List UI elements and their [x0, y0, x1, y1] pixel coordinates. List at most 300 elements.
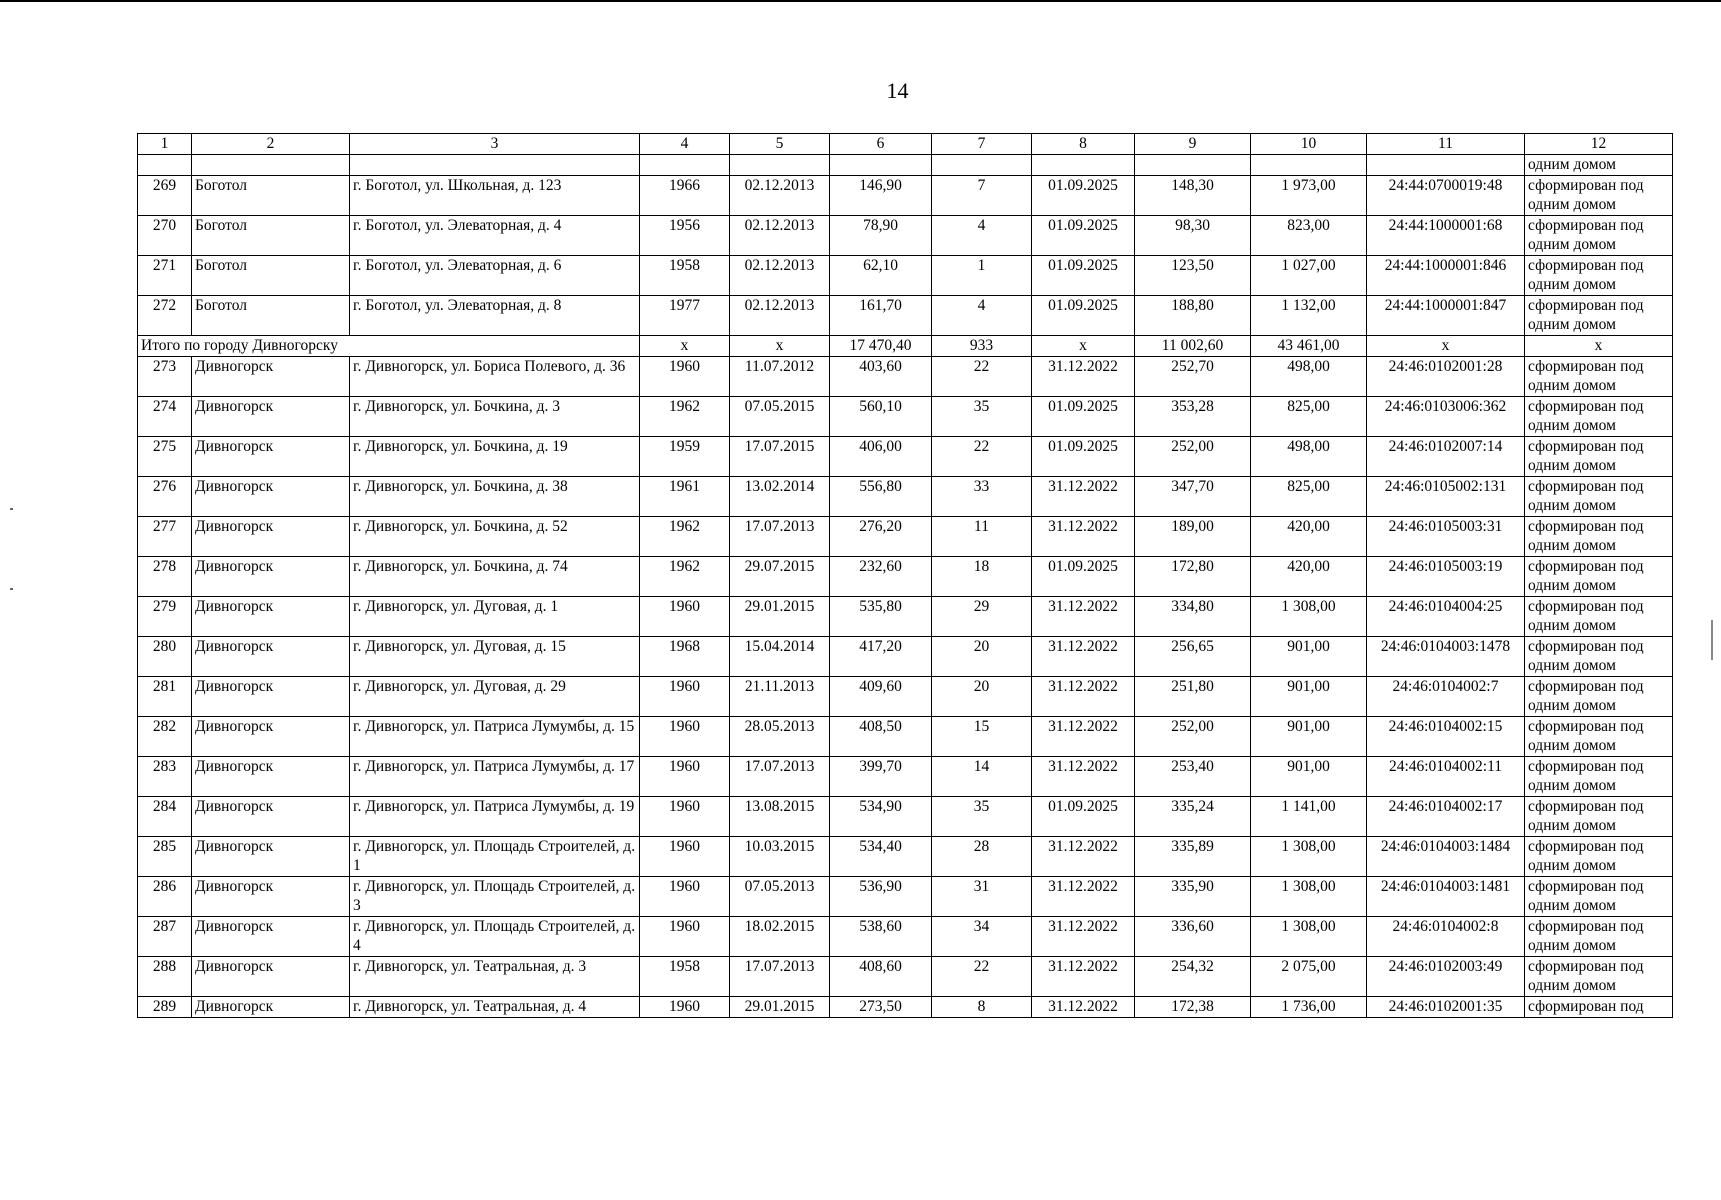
- land-status-cell: сформирован под одним домом: [1525, 477, 1673, 517]
- resettlement-deadline-cell: 01.09.2025: [1032, 256, 1135, 296]
- top-border-line: [0, 0, 1721, 2]
- address-cell: г. Дивногорск, ул. Патриса Лумумбы, д. 19: [350, 797, 640, 837]
- cadastral-number-cell: 24:46:0102001:35: [1367, 997, 1525, 1018]
- area-value-cell: 148,30: [1135, 176, 1251, 216]
- address-cell: г. Дивногорск, ул. Бочкина, д. 74: [350, 557, 640, 597]
- address-cell: г. Дивногорск, ул. Бочкина, д. 52: [350, 517, 640, 557]
- column-number-header: 8: [1032, 134, 1135, 155]
- year-built-cell: 1968: [640, 637, 730, 677]
- cadastral-number-cell: 24:46:0104003:1478: [1367, 637, 1525, 677]
- municipality-cell: Дивногорск: [192, 677, 350, 717]
- residents-count-cell: 22: [932, 437, 1032, 477]
- cadastral-number-cell: 24:46:0105003:19: [1367, 557, 1525, 597]
- land-status-cell: сформирован под одним домом: [1525, 557, 1673, 597]
- column-number-header: 11: [1367, 134, 1525, 155]
- floor-area-cell: 538,60: [830, 917, 932, 957]
- emergency-date-cell: 02.12.2013: [730, 216, 830, 256]
- land-status-cell: сформирован под одним домом: [1525, 517, 1673, 557]
- land-status-cell: сформирован под одним домом: [1525, 957, 1673, 997]
- row-number-cell: 278: [138, 557, 192, 597]
- municipality-cell: Дивногорск: [192, 557, 350, 597]
- land-status-cell: сформирован под одним домом: [1525, 837, 1673, 877]
- floor-area-cell: 62,10: [830, 256, 932, 296]
- total-area2-cell: 11 002,60: [1135, 336, 1251, 357]
- table-row: [138, 357, 1673, 397]
- residents-count-cell: 31: [932, 877, 1032, 917]
- residents-count-cell: 4: [932, 296, 1032, 336]
- area-value-cell: 252,00: [1135, 437, 1251, 477]
- scan-mark: [10, 508, 13, 510]
- emergency-date-cell: 29.01.2015: [730, 997, 830, 1018]
- resettlement-deadline-cell: 01.09.2025: [1032, 437, 1135, 477]
- residents-count-cell: 14: [932, 757, 1032, 797]
- empty-cell: [192, 155, 350, 176]
- row-number-cell: 279: [138, 597, 192, 637]
- area-value-cell: 335,89: [1135, 837, 1251, 877]
- year-built-cell: 1960: [640, 717, 730, 757]
- row-number-cell: 276: [138, 477, 192, 517]
- resettlement-deadline-cell: 31.12.2022: [1032, 757, 1135, 797]
- row-number-cell: 287: [138, 917, 192, 957]
- municipality-cell: Дивногорск: [192, 797, 350, 837]
- residents-count-cell: 18: [932, 557, 1032, 597]
- table-row: [138, 877, 1673, 917]
- address-cell: г. Дивногорск, ул. Площадь Строителей, д. 1: [350, 837, 640, 877]
- emergency-date-cell: 17.07.2013: [730, 517, 830, 557]
- row-number-cell: 286: [138, 877, 192, 917]
- land-status-cell: сформирован под одним домом: [1525, 296, 1673, 336]
- empty-cell: [1367, 155, 1525, 176]
- cadastral-number-cell: 24:44:1000001:846: [1367, 256, 1525, 296]
- cadastral-number-cell: 24:46:0102001:28: [1367, 357, 1525, 397]
- table-row: [138, 637, 1673, 677]
- floor-area-cell: 417,20: [830, 637, 932, 677]
- year-built-cell: 1962: [640, 557, 730, 597]
- land-area-cell: 498,00: [1251, 357, 1367, 397]
- year-built-cell: 1961: [640, 477, 730, 517]
- area-value-cell: 256,65: [1135, 637, 1251, 677]
- floor-area-cell: 399,70: [830, 757, 932, 797]
- floor-area-cell: 409,60: [830, 677, 932, 717]
- land-status-cell: сформирован под одним домом: [1525, 677, 1673, 717]
- column-number-header: 7: [932, 134, 1032, 155]
- emergency-date-cell: 02.12.2013: [730, 296, 830, 336]
- year-built-cell: 1959: [640, 437, 730, 477]
- land-area-cell: 1 308,00: [1251, 917, 1367, 957]
- municipality-cell: Дивногорск: [192, 397, 350, 437]
- municipality-cell: Дивногорск: [192, 957, 350, 997]
- residents-count-cell: 15: [932, 717, 1032, 757]
- empty-cell: [350, 155, 640, 176]
- row-number-cell: 277: [138, 517, 192, 557]
- address-cell: г. Боготол, ул. Элеваторная, д. 4: [350, 216, 640, 256]
- area-value-cell: 253,40: [1135, 757, 1251, 797]
- land-area-cell: 1 141,00: [1251, 797, 1367, 837]
- total-date-cell: х: [730, 336, 830, 357]
- floor-area-cell: 406,00: [830, 437, 932, 477]
- floor-area-cell: 534,90: [830, 797, 932, 837]
- land-area-cell: 825,00: [1251, 397, 1367, 437]
- total-cadastre-cell: х: [1367, 336, 1525, 357]
- address-cell: г. Дивногорск, ул. Бориса Полевого, д. 36: [350, 357, 640, 397]
- resettlement-deadline-cell: 01.09.2025: [1032, 397, 1135, 437]
- land-area-cell: 1 308,00: [1251, 597, 1367, 637]
- year-built-cell: 1960: [640, 877, 730, 917]
- empty-cell: [932, 155, 1032, 176]
- total-area-cell: 17 470,40: [830, 336, 932, 357]
- address-cell: г. Дивногорск, ул. Площадь Строителей, д. 3: [350, 877, 640, 917]
- table-row: [138, 677, 1673, 717]
- empty-cell: [730, 155, 830, 176]
- emergency-date-cell: 13.02.2014: [730, 477, 830, 517]
- address-cell: г. Дивногорск, ул. Театральная, д. 4: [350, 997, 640, 1018]
- residents-count-cell: 20: [932, 637, 1032, 677]
- resettlement-deadline-cell: 01.09.2025: [1032, 216, 1135, 256]
- table-row: [138, 797, 1673, 837]
- cadastral-number-cell: 24:44:0700019:48: [1367, 176, 1525, 216]
- emergency-date-cell: 07.05.2013: [730, 877, 830, 917]
- address-cell: г. Боготол, ул. Элеваторная, д. 8: [350, 296, 640, 336]
- municipality-cell: Дивногорск: [192, 917, 350, 957]
- table-row: [138, 296, 1673, 336]
- floor-area-cell: 534,40: [830, 837, 932, 877]
- address-cell: г. Боготол, ул. Элеваторная, д. 6: [350, 256, 640, 296]
- cadastral-number-cell: 24:46:0104004:25: [1367, 597, 1525, 637]
- emergency-date-cell: 29.01.2015: [730, 597, 830, 637]
- year-built-cell: 1960: [640, 997, 730, 1018]
- table-row: [138, 917, 1673, 957]
- resettlement-deadline-cell: 31.12.2022: [1032, 997, 1135, 1018]
- floor-area-cell: 161,70: [830, 296, 932, 336]
- cadastral-number-cell: 24:46:0104002:17: [1367, 797, 1525, 837]
- column-number-header: 6: [830, 134, 932, 155]
- year-built-cell: 1960: [640, 677, 730, 717]
- table-row: [138, 216, 1673, 256]
- area-value-cell: 254,32: [1135, 957, 1251, 997]
- table-row: [138, 597, 1673, 637]
- emergency-date-cell: 29.07.2015: [730, 557, 830, 597]
- land-status-cell: сформирован под одним домом: [1525, 757, 1673, 797]
- year-built-cell: 1962: [640, 397, 730, 437]
- land-area-cell: 825,00: [1251, 477, 1367, 517]
- cadastral-number-cell: 24:46:0104002:15: [1367, 717, 1525, 757]
- floor-area-cell: 78,90: [830, 216, 932, 256]
- municipality-cell: Дивногорск: [192, 637, 350, 677]
- cadastral-number-cell: 24:44:1000001:847: [1367, 296, 1525, 336]
- area-value-cell: 172,80: [1135, 557, 1251, 597]
- empty-cell: [640, 155, 730, 176]
- land-status-cell: сформирован под одним домом: [1525, 877, 1673, 917]
- resettlement-deadline-cell: 31.12.2022: [1032, 677, 1135, 717]
- residents-count-cell: 29: [932, 597, 1032, 637]
- scan-mark: [10, 588, 13, 590]
- land-status-cell: сформирован под одним домом: [1525, 176, 1673, 216]
- land-area-cell: 1 973,00: [1251, 176, 1367, 216]
- area-value-cell: 353,28: [1135, 397, 1251, 437]
- residents-count-cell: 20: [932, 677, 1032, 717]
- column-number-header: 1: [138, 134, 192, 155]
- total-status-cell: х: [1525, 336, 1673, 357]
- column-number-header: 2: [192, 134, 350, 155]
- row-number-cell: 289: [138, 997, 192, 1018]
- land-status-cell: сформирован под одним домом: [1525, 397, 1673, 437]
- row-number-cell: 272: [138, 296, 192, 336]
- column-number-header: 5: [730, 134, 830, 155]
- row-number-cell: 273: [138, 357, 192, 397]
- address-cell: г. Боготол, ул. Школьная, д. 123: [350, 176, 640, 216]
- address-cell: г. Дивногорск, ул. Дуговая, д. 29: [350, 677, 640, 717]
- row-number-cell: 284: [138, 797, 192, 837]
- floor-area-cell: 560,10: [830, 397, 932, 437]
- area-value-cell: 251,80: [1135, 677, 1251, 717]
- address-cell: г. Дивногорск, ул. Бочкина, д. 38: [350, 477, 640, 517]
- cadastral-number-cell: 24:46:0104003:1484: [1367, 837, 1525, 877]
- cadastral-number-cell: 24:46:0104002:7: [1367, 677, 1525, 717]
- empty-cell: [1032, 155, 1135, 176]
- total-deadline-cell: х: [1032, 336, 1135, 357]
- resettlement-deadline-cell: 31.12.2022: [1032, 837, 1135, 877]
- land-status-cell: сформирован под: [1525, 997, 1673, 1018]
- row-number-cell: 288: [138, 957, 192, 997]
- residents-count-cell: 34: [932, 917, 1032, 957]
- cadastral-number-cell: 24:46:0104003:1481: [1367, 877, 1525, 917]
- land-status-cell: сформирован под одним домом: [1525, 357, 1673, 397]
- table-row: [138, 997, 1673, 1018]
- floor-area-cell: 273,50: [830, 997, 932, 1018]
- land-area-cell: 1 132,00: [1251, 296, 1367, 336]
- municipality-cell: Боготол: [192, 296, 350, 336]
- resettlement-deadline-cell: 31.12.2022: [1032, 877, 1135, 917]
- total-row: [138, 336, 1673, 357]
- table-row: [138, 477, 1673, 517]
- cadastral-number-cell: 24:46:0102007:14: [1367, 437, 1525, 477]
- area-value-cell: 98,30: [1135, 216, 1251, 256]
- resettlement-deadline-cell: 31.12.2022: [1032, 357, 1135, 397]
- row-number-cell: 275: [138, 437, 192, 477]
- column-number-row: [138, 134, 1673, 155]
- table-row: [138, 957, 1673, 997]
- year-built-cell: 1960: [640, 597, 730, 637]
- address-cell: г. Дивногорск, ул. Бочкина, д. 3: [350, 397, 640, 437]
- resettlement-deadline-cell: 01.09.2025: [1032, 797, 1135, 837]
- emergency-date-cell: 21.11.2013: [730, 677, 830, 717]
- floor-area-cell: 232,60: [830, 557, 932, 597]
- area-value-cell: 172,38: [1135, 997, 1251, 1018]
- address-cell: г. Дивногорск, ул. Бочкина, д. 19: [350, 437, 640, 477]
- resettlement-deadline-cell: 31.12.2022: [1032, 517, 1135, 557]
- cadastral-number-cell: 24:46:0104002:8: [1367, 917, 1525, 957]
- column-number-header: 12: [1525, 134, 1673, 155]
- floor-area-cell: 276,20: [830, 517, 932, 557]
- municipality-cell: Дивногорск: [192, 757, 350, 797]
- land-status-cell: сформирован под одним домом: [1525, 637, 1673, 677]
- page-number: 14: [886, 78, 909, 103]
- residents-count-cell: 28: [932, 837, 1032, 877]
- emergency-date-cell: 10.03.2015: [730, 837, 830, 877]
- total-land-cell: 43 461,00: [1251, 336, 1367, 357]
- floor-area-cell: 408,50: [830, 717, 932, 757]
- empty-cell: [138, 155, 192, 176]
- land-area-cell: 498,00: [1251, 437, 1367, 477]
- resettlement-deadline-cell: 31.12.2022: [1032, 637, 1135, 677]
- land-area-cell: 2 075,00: [1251, 957, 1367, 997]
- table-row: [138, 717, 1673, 757]
- address-cell: г. Дивногорск, ул. Патриса Лумумбы, д. 17: [350, 757, 640, 797]
- table-row: [138, 256, 1673, 296]
- area-value-cell: 336,60: [1135, 917, 1251, 957]
- land-status-cell: сформирован под одним домом: [1525, 597, 1673, 637]
- land-area-cell: 901,00: [1251, 757, 1367, 797]
- land-area-cell: 1 308,00: [1251, 837, 1367, 877]
- area-value-cell: 123,50: [1135, 256, 1251, 296]
- scan-edge-mark: [1711, 620, 1713, 660]
- municipality-cell: Дивногорск: [192, 477, 350, 517]
- emergency-date-cell: 15.04.2014: [730, 637, 830, 677]
- floor-area-cell: 556,80: [830, 477, 932, 517]
- resettlement-deadline-cell: 01.09.2025: [1032, 176, 1135, 216]
- empty-cell: [830, 155, 932, 176]
- row-number-cell: 280: [138, 637, 192, 677]
- emergency-date-cell: 07.05.2015: [730, 397, 830, 437]
- year-built-cell: 1960: [640, 757, 730, 797]
- table-row: [138, 837, 1673, 877]
- floor-area-cell: 146,90: [830, 176, 932, 216]
- resettlement-deadline-cell: 31.12.2022: [1032, 477, 1135, 517]
- emergency-date-cell: 18.02.2015: [730, 917, 830, 957]
- residents-count-cell: 4: [932, 216, 1032, 256]
- floor-area-cell: 403,60: [830, 357, 932, 397]
- area-value-cell: 189,00: [1135, 517, 1251, 557]
- floor-area-cell: 536,90: [830, 877, 932, 917]
- residents-count-cell: 22: [932, 957, 1032, 997]
- address-cell: г. Дивногорск, ул. Дуговая, д. 15: [350, 637, 640, 677]
- municipality-cell: Дивногорск: [192, 717, 350, 757]
- land-status-cell: сформирован под одним домом: [1525, 717, 1673, 757]
- emergency-date-cell: 02.12.2013: [730, 256, 830, 296]
- column-number-header: 10: [1251, 134, 1367, 155]
- resettlement-deadline-cell: 31.12.2022: [1032, 957, 1135, 997]
- empty-cell: [1251, 155, 1367, 176]
- cadastral-number-cell: 24:46:0102003:49: [1367, 957, 1525, 997]
- emergency-date-cell: 28.05.2013: [730, 717, 830, 757]
- municipality-cell: Дивногорск: [192, 997, 350, 1018]
- residents-count-cell: 35: [932, 797, 1032, 837]
- year-built-cell: 1977: [640, 296, 730, 336]
- year-built-cell: 1962: [640, 517, 730, 557]
- year-built-cell: 1958: [640, 256, 730, 296]
- resettlement-deadline-cell: 01.09.2025: [1032, 296, 1135, 336]
- residents-count-cell: 8: [932, 997, 1032, 1018]
- land-area-cell: 901,00: [1251, 677, 1367, 717]
- area-value-cell: 347,70: [1135, 477, 1251, 517]
- table-row: [138, 176, 1673, 216]
- year-built-cell: 1958: [640, 957, 730, 997]
- area-value-cell: 252,00: [1135, 717, 1251, 757]
- address-cell: г. Дивногорск, ул. Площадь Строителей, д. 4: [350, 917, 640, 957]
- year-built-cell: 1960: [640, 917, 730, 957]
- municipality-cell: Дивногорск: [192, 517, 350, 557]
- address-cell: г. Дивногорск, ул. Патриса Лумумбы, д. 15: [350, 717, 640, 757]
- table-row: [138, 557, 1673, 597]
- floor-area-cell: 535,80: [830, 597, 932, 637]
- municipality-cell: Боготол: [192, 256, 350, 296]
- floor-area-cell: 408,60: [830, 957, 932, 997]
- residents-count-cell: 35: [932, 397, 1032, 437]
- area-value-cell: 252,70: [1135, 357, 1251, 397]
- row-number-cell: 271: [138, 256, 192, 296]
- residents-count-cell: 7: [932, 176, 1032, 216]
- residents-count-cell: 22: [932, 357, 1032, 397]
- residents-count-cell: 33: [932, 477, 1032, 517]
- emergency-date-cell: 02.12.2013: [730, 176, 830, 216]
- table-row: [138, 757, 1673, 797]
- emergency-date-cell: 11.07.2012: [730, 357, 830, 397]
- resettlement-deadline-cell: 31.12.2022: [1032, 717, 1135, 757]
- area-value-cell: 334,80: [1135, 597, 1251, 637]
- housing-register-table: [137, 133, 1673, 1018]
- emergency-date-cell: 17.07.2013: [730, 957, 830, 997]
- land-status-cell: сформирован под одним домом: [1525, 256, 1673, 296]
- table-row: [138, 397, 1673, 437]
- land-status-cell: сформирован под одним домом: [1525, 216, 1673, 256]
- address-cell: г. Дивногорск, ул. Театральная, д. 3: [350, 957, 640, 997]
- column-number-header: 4: [640, 134, 730, 155]
- land-status-cell: сформирован под одним домом: [1525, 917, 1673, 957]
- cadastral-number-cell: 24:46:0105003:31: [1367, 517, 1525, 557]
- table-row: [138, 437, 1673, 477]
- address-cell: г. Дивногорск, ул. Дуговая, д. 1: [350, 597, 640, 637]
- empty-cell: [1135, 155, 1251, 176]
- area-value-cell: 335,90: [1135, 877, 1251, 917]
- row-number-cell: 283: [138, 757, 192, 797]
- land-status-cell: сформирован под одним домом: [1525, 797, 1673, 837]
- land-area-cell: 823,00: [1251, 216, 1367, 256]
- row-number-cell: 270: [138, 216, 192, 256]
- area-value-cell: 188,80: [1135, 296, 1251, 336]
- total-label: Итого по городу Дивногорску: [138, 336, 640, 357]
- emergency-date-cell: 13.08.2015: [730, 797, 830, 837]
- table-row: [138, 517, 1673, 557]
- resettlement-deadline-cell: 31.12.2022: [1032, 597, 1135, 637]
- residents-count-cell: 1: [932, 256, 1032, 296]
- year-built-cell: 1956: [640, 216, 730, 256]
- municipality-cell: Дивногорск: [192, 437, 350, 477]
- municipality-cell: Дивногорск: [192, 837, 350, 877]
- cadastral-number-cell: 24:46:0104002:11: [1367, 757, 1525, 797]
- column-number-header: 9: [1135, 134, 1251, 155]
- land-area-cell: 420,00: [1251, 517, 1367, 557]
- row-number-cell: 285: [138, 837, 192, 877]
- year-built-cell: 1960: [640, 357, 730, 397]
- municipality-cell: Боготол: [192, 176, 350, 216]
- residents-count-cell: 11: [932, 517, 1032, 557]
- continuation-row: [138, 155, 1673, 176]
- municipality-cell: Дивногорск: [192, 597, 350, 637]
- cadastral-number-cell: 24:44:1000001:68: [1367, 216, 1525, 256]
- land-area-cell: 1 308,00: [1251, 877, 1367, 917]
- land-status-cell: сформирован под одним домом: [1525, 437, 1673, 477]
- emergency-date-cell: 17.07.2013: [730, 757, 830, 797]
- year-built-cell: 1960: [640, 797, 730, 837]
- total-people-cell: 933: [932, 336, 1032, 357]
- land-area-cell: 1 027,00: [1251, 256, 1367, 296]
- row-number-cell: 269: [138, 176, 192, 216]
- land-area-cell: 1 736,00: [1251, 997, 1367, 1018]
- total-year-cell: х: [640, 336, 730, 357]
- land-area-cell: 901,00: [1251, 717, 1367, 757]
- land-status-cell: одним домом: [1525, 155, 1673, 176]
- cadastral-number-cell: 24:46:0105002:131: [1367, 477, 1525, 517]
